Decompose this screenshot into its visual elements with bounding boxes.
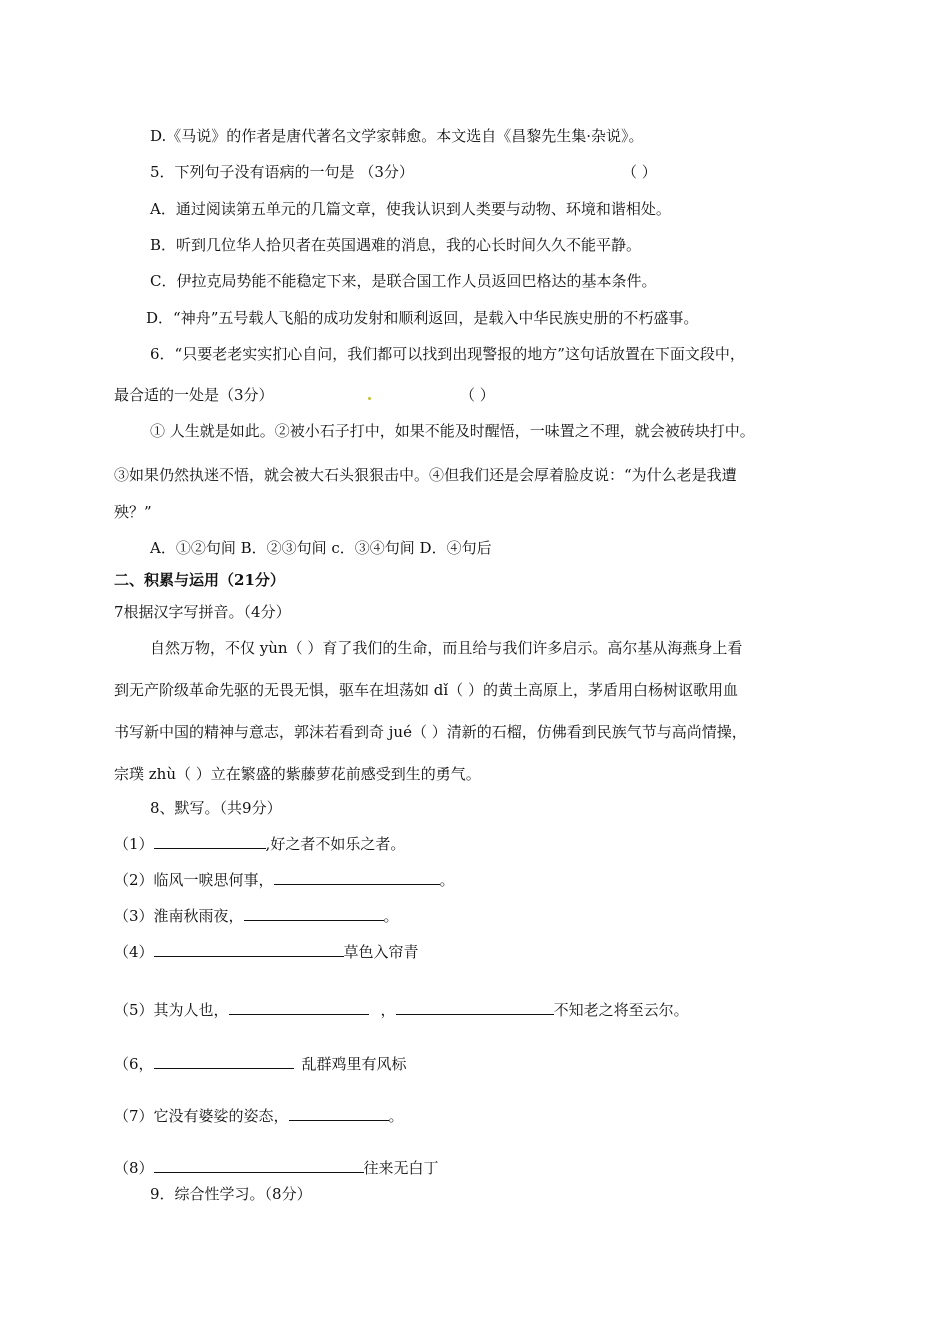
- passage-7-line-4: 宗璞 zhù（ ）立在繁盛的紫藤萝花前感受到生的勇气。: [114, 765, 481, 783]
- fill-item-7: [114, 1106, 404, 1126]
- item-label: （2）临风一唳思何事，: [114, 871, 274, 889]
- question-9: 9．综合性学习。（8分）: [150, 1185, 312, 1203]
- item-text: 。: [439, 871, 455, 889]
- question-5: 5．下列句子没有语病的一句是 （3分）: [150, 163, 414, 181]
- fill-item-6: [114, 1054, 407, 1074]
- fill-item-1: [114, 834, 405, 854]
- item-text: 草色入帘青: [343, 943, 419, 961]
- passage-7-line-2: 到无产阶级革命先驱的无畏无惧，驱车在坦荡如 dǐ（ ）的黄土高原上，茅盾用白杨树讴歌用血: [114, 681, 738, 699]
- item-text: 乱群鸡里有风标: [301, 1055, 407, 1073]
- option-c-q5: C．伊拉克局势能不能稳定下来，是联合国工作人员返回巴格达的基本条件。: [150, 272, 657, 290]
- item-text: 不知老之将至云尔。: [553, 1001, 689, 1019]
- speck-mark: [368, 397, 371, 400]
- option-d-q5: D．“神舟”五号载人飞船的成功发射和顺利返回，是载入中华民族史册的不朽盛事。: [146, 309, 699, 327]
- item-label: （1）: [114, 835, 154, 853]
- option-a-q5: A．通过阅读第五单元的几篇文章，使我认识到人类要与动物、环境和谐相处。: [150, 200, 671, 218]
- option-b-q5: B．听到几位华人拾贝者在英国遇难的消息，我的心长时间久久不能平静。: [150, 236, 642, 254]
- answer-paren-5: （ ）: [622, 163, 657, 181]
- blank-line: [274, 870, 440, 885]
- option-d-q4: D.《马说》的作者是唐代著名文学家韩愈。本文选自《昌黎先生集·杂说》。: [150, 127, 644, 145]
- blank-line: [154, 1054, 294, 1069]
- item-label: （5）其为人也，: [114, 1001, 229, 1019]
- question-8: 8、默写。（共9分）: [150, 799, 282, 817]
- passage-6-line-2: ③如果仍然执迷不悟，就会被大石头狠狠击中。④但我们还是会厚着脸皮说：“为什么老是我遭: [114, 466, 737, 484]
- fill-item-5: [114, 1000, 689, 1020]
- item-text: ，: [380, 1001, 396, 1019]
- fill-item-8: [114, 1158, 439, 1178]
- item-label: （4）: [114, 943, 154, 961]
- passage-7-line-3: 书写新中国的精神与意志，郭沫若看到奇 jué（ ）清新的石榴，仿佛看到民族气节与高尚情操，: [114, 723, 747, 741]
- item-label: （7）它没有婆娑的姿态，: [114, 1107, 289, 1125]
- blank-line: [244, 906, 384, 921]
- item-text: 往来无白丁: [363, 1159, 439, 1177]
- options-q6: A．①②句间 B．②③句间 c．③④句间 D．④句后: [150, 539, 492, 557]
- blank-line: [154, 942, 344, 957]
- passage-7-line-1: 自然万物，不仅 yùn（ ）育了我们的生命，而且给与我们许多启示。高尔基从海燕身上看: [150, 639, 743, 657]
- item-text: 。: [383, 907, 399, 925]
- fill-item-2: [114, 870, 455, 890]
- question-6: 6．“只要老老实实扪心自问，我们都可以找到出现警报的地方”这句话放置在下面文段中，: [150, 345, 745, 363]
- answer-paren-6: （ ）: [460, 386, 495, 404]
- blank-line: [229, 1000, 369, 1015]
- section-heading: 二、积累与运用（21分）: [114, 571, 285, 589]
- question-7: 7根据汉字写拼音。（4分）: [114, 603, 291, 621]
- fill-item-4: [114, 942, 419, 962]
- item-label: （6，: [114, 1055, 154, 1073]
- blank-line: [154, 834, 266, 849]
- fill-item-3: [114, 906, 399, 926]
- blank-line: [154, 1158, 364, 1173]
- item-label: （8）: [114, 1159, 154, 1177]
- question-6-cont: 最合适的一处是（3分）: [114, 386, 274, 404]
- item-label: （3）淮南秋雨夜，: [114, 907, 244, 925]
- item-text: ,好之者不如乐之者。: [265, 835, 406, 853]
- passage-6-line-1: ① 人生就是如此。②被小石子打中，如果不能及时醒悟，一味置之不理，就会被砖块打中。: [150, 422, 755, 440]
- blank-line: [396, 1000, 554, 1015]
- item-text: 。: [388, 1107, 404, 1125]
- passage-6-line-3: 殃？”: [114, 503, 152, 521]
- blank-line: [289, 1106, 389, 1121]
